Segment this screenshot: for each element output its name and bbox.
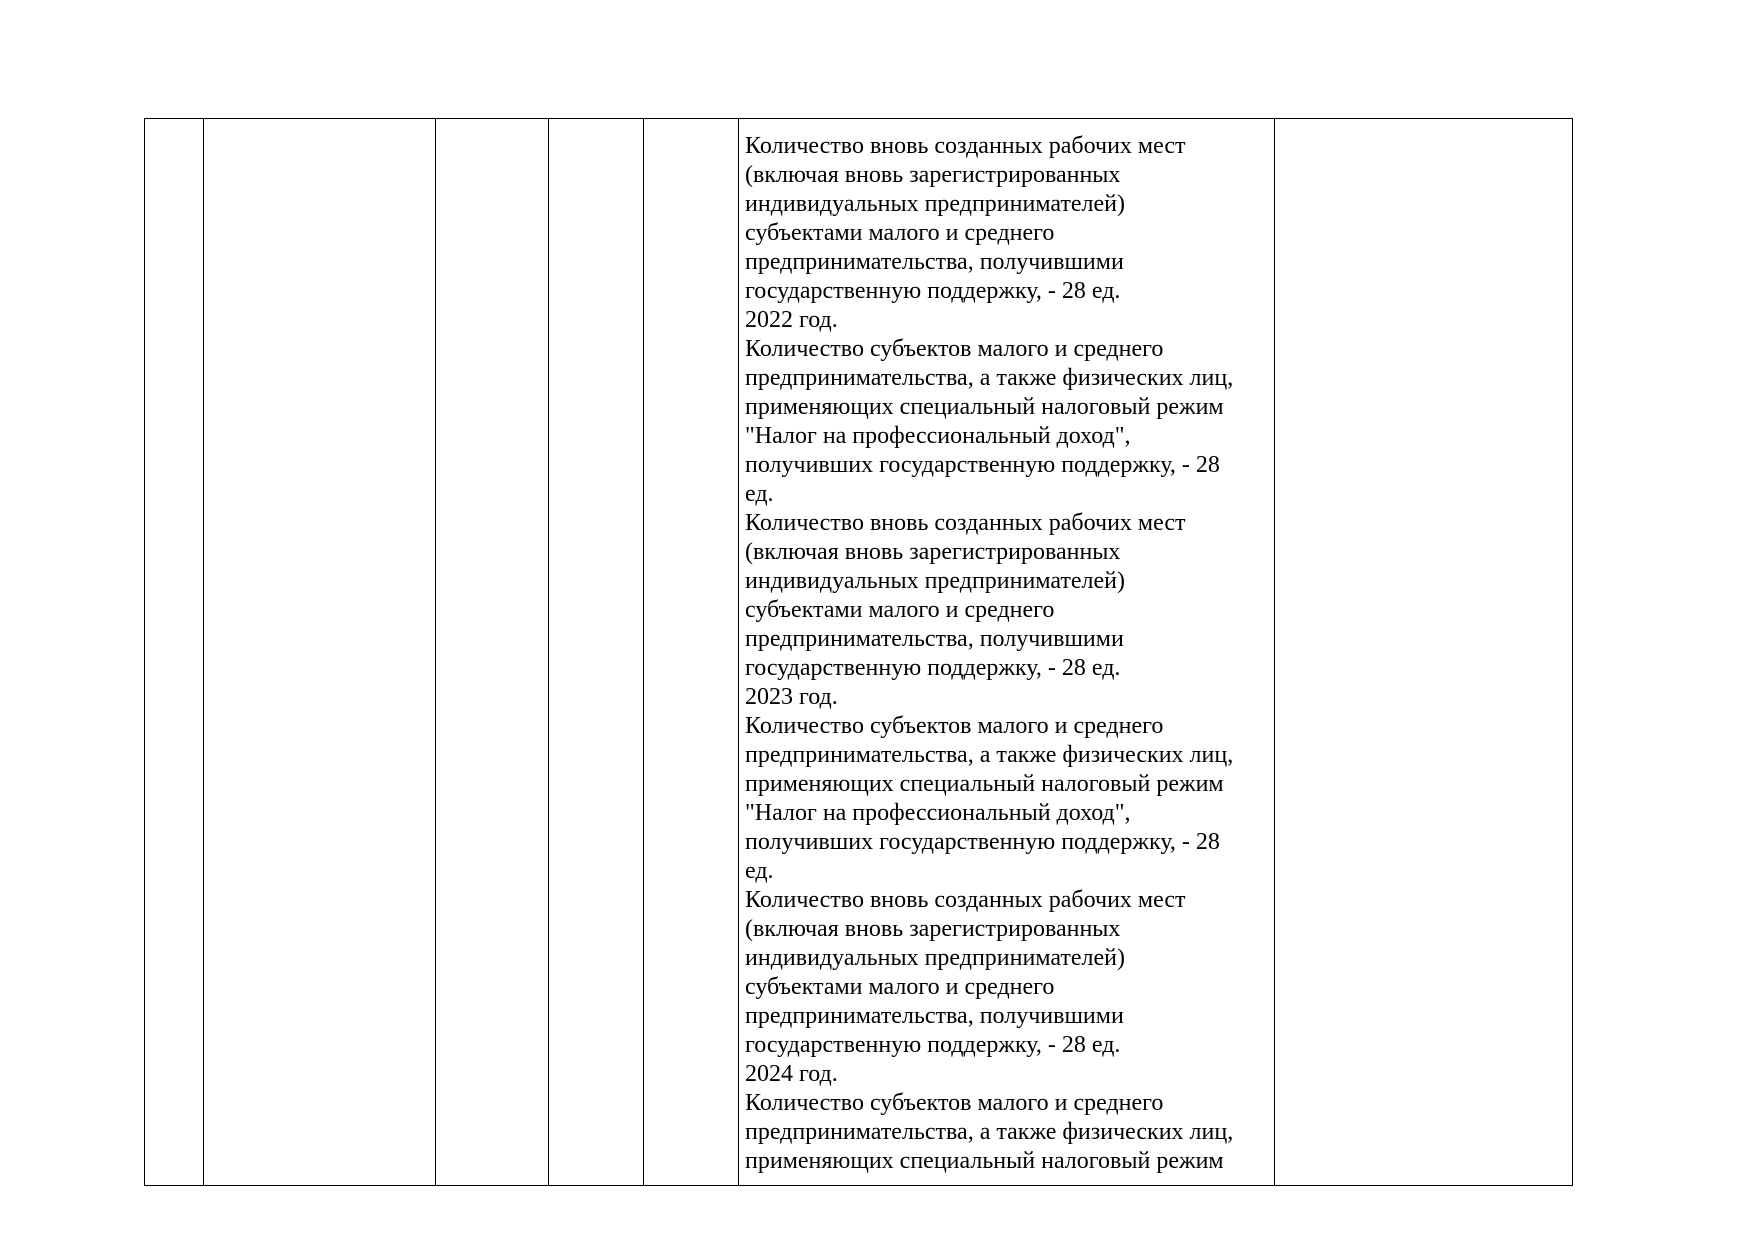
indicator-line: ед. (745, 481, 774, 507)
indicator-line: Количество вновь созданных рабочих мест (745, 887, 1186, 913)
indicator-line: субъектами малого и среднего (745, 597, 1055, 623)
indicator-line: Количество вновь созданных рабочих мест (745, 133, 1186, 159)
indicator-line: получивших государственную поддержку, - 28 (745, 452, 1220, 478)
indicator-line: 2023 год. (745, 684, 838, 710)
indicator-line: государственную поддержку, - 28 ед. (745, 655, 1121, 681)
table-row (145, 119, 1573, 1186)
program-table (144, 118, 1573, 1186)
indicator-line: Количество вновь созданных рабочих мест (745, 510, 1186, 536)
indicator-line: индивидуальных предпринимателей) (745, 945, 1125, 971)
indicator-line: государственную поддержку, - 28 ед. (745, 1032, 1121, 1058)
indicator-line: субъектами малого и среднего (745, 974, 1055, 1000)
table-cell-start (549, 119, 644, 1186)
indicator-line: Количество субъектов малого и среднего (745, 336, 1164, 362)
indicator-line: предпринимательства, а также физических лиц, (745, 1119, 1234, 1145)
indicator-line: получивших государственную поддержку, - 28 (745, 829, 1220, 855)
indicator-line: Количество субъектов малого и среднего (745, 1090, 1164, 1116)
indicator-line: (включая вновь зарегистрированных (745, 916, 1121, 942)
indicator-line: предпринимательства, получившими (745, 626, 1124, 652)
table-cell-executor (436, 119, 549, 1186)
indicator-line: ед. (745, 858, 774, 884)
indicator-line: государственную поддержку, - 28 ед. (745, 278, 1121, 304)
indicator-line: предпринимательства, а также физических лиц, (745, 365, 1234, 391)
indicators-text (739, 119, 1274, 1176)
table-cell-activity (204, 119, 436, 1186)
indicator-line: индивидуальных предпринимателей) (745, 568, 1125, 594)
table-cell-indicators (739, 119, 1275, 1186)
indicator-line: субъектами малого и среднего (745, 220, 1055, 246)
indicator-line: (включая вновь зарегистрированных (745, 162, 1121, 188)
indicator-line: предпринимательства, получившими (745, 1003, 1124, 1029)
indicator-line: "Налог на профессиональный доход", (745, 800, 1131, 826)
indicator-line: применяющих специальный налоговый режим (745, 1148, 1224, 1174)
table-cell-number (145, 119, 204, 1186)
indicator-line: (включая вновь зарегистрированных (745, 539, 1121, 565)
indicator-line: предпринимательства, получившими (745, 249, 1124, 275)
indicator-line: предпринимательства, а также физических лиц, (745, 742, 1234, 768)
table-cell-notes (1275, 119, 1573, 1186)
indicator-line: Количество субъектов малого и среднего (745, 713, 1164, 739)
indicator-line: применяющих специальный налоговый режим (745, 771, 1224, 797)
indicator-line: применяющих специальный налоговый режим (745, 394, 1224, 420)
indicator-line: "Налог на профессиональный доход", (745, 423, 1131, 449)
indicator-line: 2022 год. (745, 307, 838, 333)
indicator-line: 2024 год. (745, 1061, 838, 1087)
table-cell-end (644, 119, 739, 1186)
indicator-line: индивидуальных предпринимателей) (745, 191, 1125, 217)
